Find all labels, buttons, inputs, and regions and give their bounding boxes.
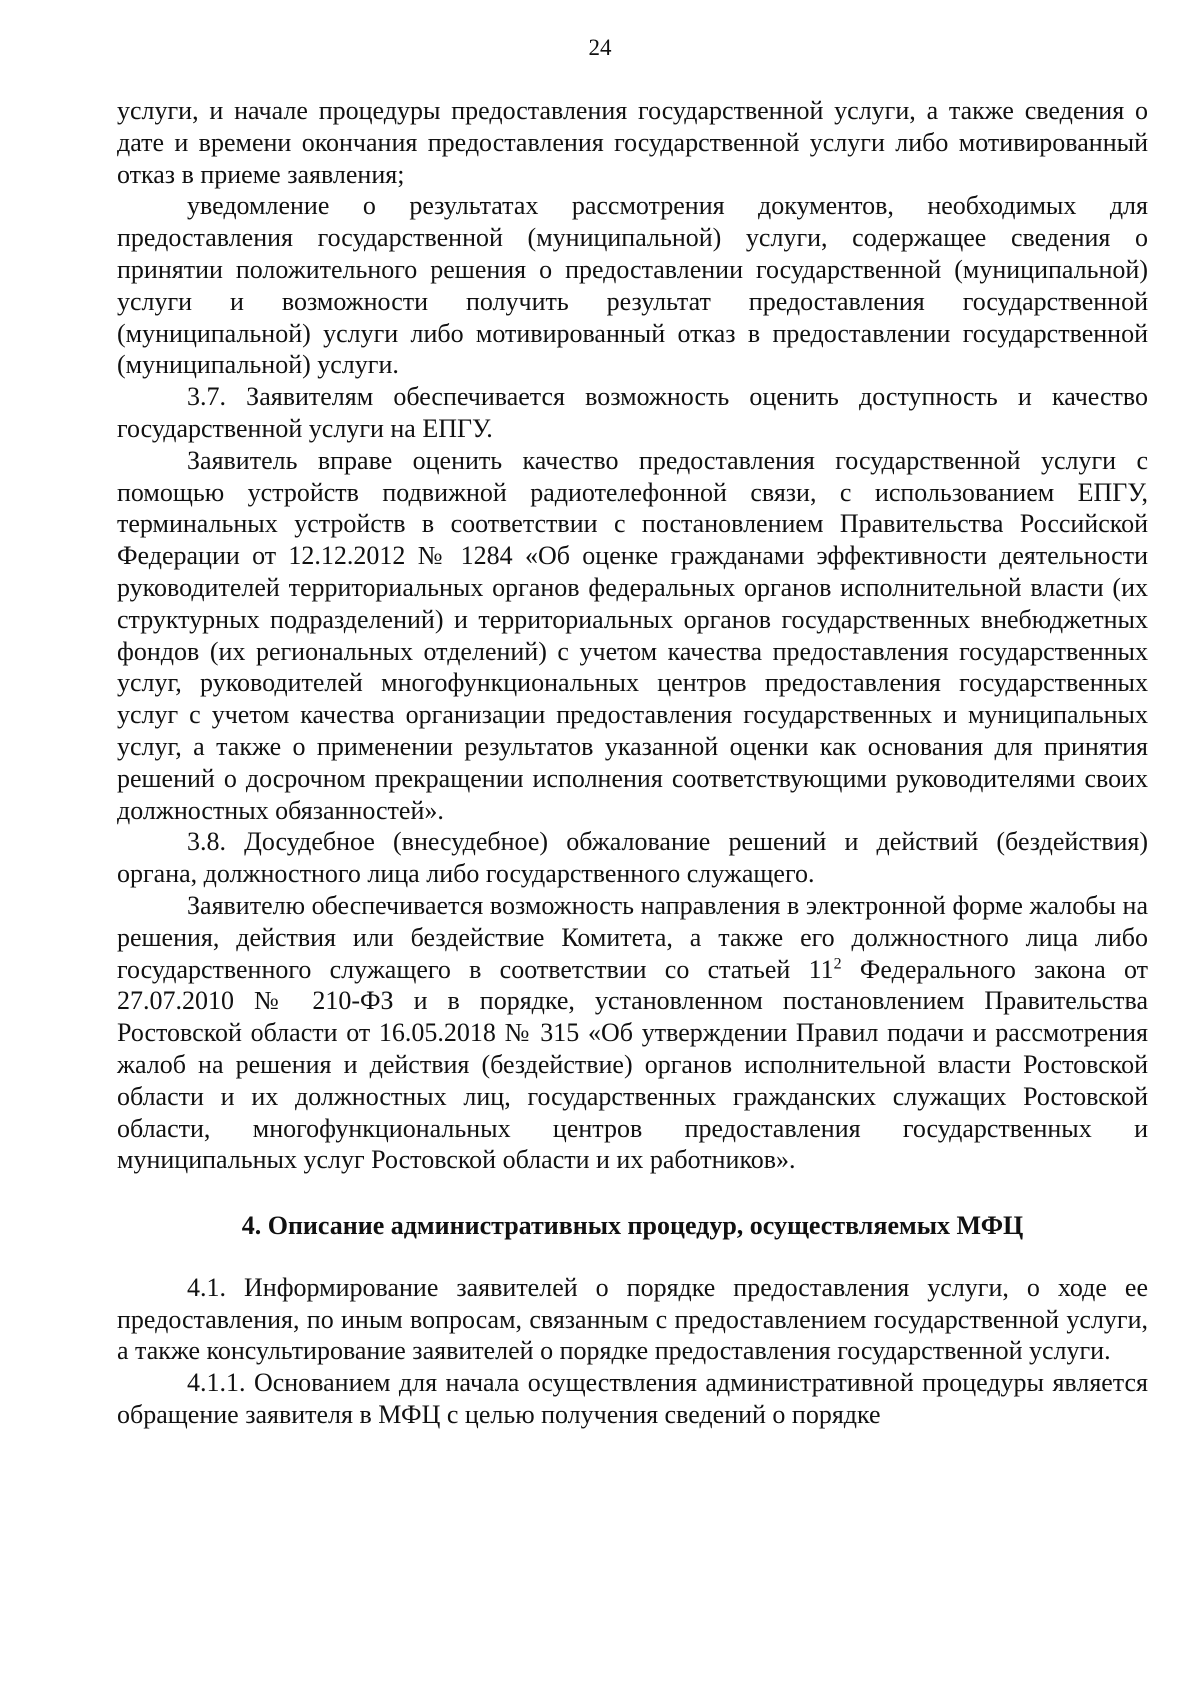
paragraph-4-1-1: 4.1.1. Основанием для начала осуществления административной процедуры является обращение заявителя в МФЦ с целью получения сведений о порядке [117,1368,1148,1430]
paragraph-continuation: услуги, и начале процедуры предоставления государственной услуги, а также сведения о дате и времени окончания предоставления государственной услуги либо мотивированный отказ в приеме заявления; [117,96,1148,189]
paragraph-notification: уведомление о результатах рассмотрения документов, необходимых для предоставления государственной (муниципальной) услуги, содержащее сведения о принятии положительного решения о предоставлении государственной (муниципальной) услуги и возможности получить результат предоставления государственной (муниципальной) услуги либо мотивированный отказ в предоставлении государственной (муниципальной) услуги. [117,191,1148,380]
complaint-text-part2: Федерального закона от 27.07.2010 № 210-ФЗ и в порядке, установленном постановлением Правительства Ростовской области от 16.05.2018 № 315 «Об утверждении Правил подачи и рассмотрения жалоб на решения и действия (бездействие) органов исполнительной власти Ростовской области и их должностных лиц, государственных гражданских служащих Ростовской области, многофункциональных центров предоставления государственных и муниципальных услуг Ростовской области и их работников». [117,954,1148,1175]
page-number: 24 [588,35,612,60]
paragraph-4-1: 4.1. Информирование заявителей о порядке предоставления услуги, о ходе ее предоставления, по иным вопросам, связанным с предоставлением государственной услуги, а также консультирование заявителей о порядке предоставления государственной услуги. [117,1272,1148,1366]
paragraph-complaint [117,890,1148,1176]
section-heading: 4. Описание административных процедур, осуществляемых МФЦ [241,1211,1024,1241]
paragraph-3-7: 3.7. Заявителям обеспечивается возможность оценить доступность и качество государственной услуги на ЕПГУ. [117,382,1148,443]
article-superscript: 2 [833,954,842,972]
complaint-text-part1: Заявителю обеспечивается возможность направления в электронной форме жалобы на решения, действия или бездействие Комитета, а также его должностного лица либо государственного служащего в соответствии со статьей 11 [117,890,1148,984]
paragraph-3-8: 3.8. Досудебное (внесудебное) обжалование решений и действий (бездействия) органа, должностного лица либо государственного служащего. [117,827,1148,889]
document-body [117,95,1148,1431]
paragraph-quality-assessment: Заявитель вправе оценить качество предоставления государственной услуги с помощью устройств подвижной радиотелефонной связи, с использованием ЕПГУ, терминальных устройств в соответствии с постановлением Правительства Российской Федерации от 12.12.2012 № 1284 «Об оценке гражданами эффективности деятельности руководителей территориальных органов федеральных органов исполнительной власти (их структурных подразделений) и территориальных органов государственных внебюджетных фондов (их региональных отделений) с учетом качества предоставления государственных услуг, руководителей многофункциональных центров предоставления государственных услуг с учетом качества организации предоставления государственных и муниципальных услуг, а также о применении результатов указанной оценки как основания для принятия решений о досрочном прекращении исполнения соответствующими руководителями своих должностных обязанностей». [117,445,1148,825]
